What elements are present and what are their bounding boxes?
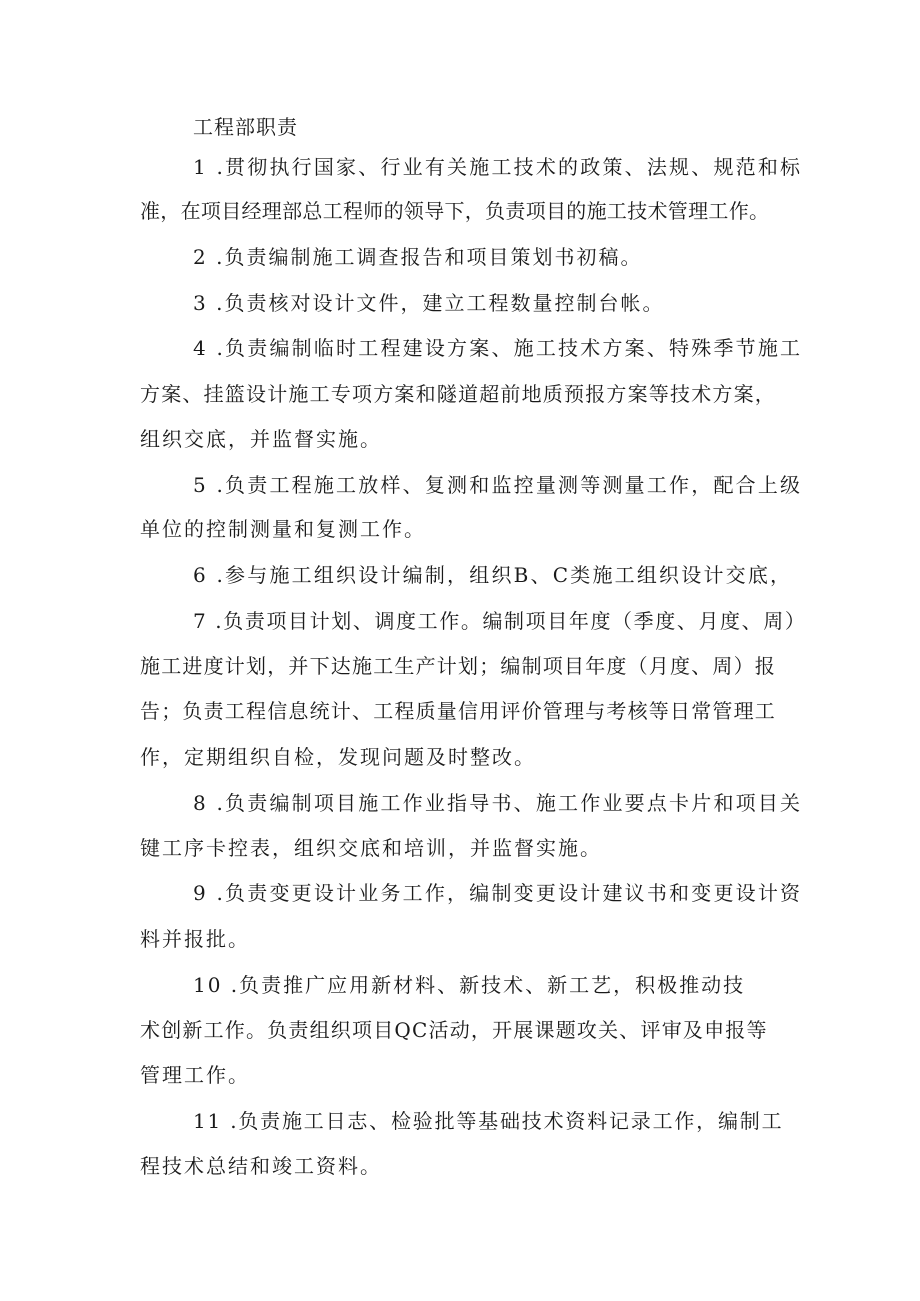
page-title: 工程部职责	[193, 115, 298, 139]
paragraph-line: 作，定期组织自检，发现问题及时整改。	[140, 745, 536, 769]
paragraph-line: 10 .负责推广应用新材料、新技术、新工艺，积极推动技	[193, 973, 746, 997]
paragraph-line: 管理工作。	[140, 1063, 250, 1087]
paragraph-line: 单位的控制测量和复测工作。	[140, 517, 426, 541]
paragraph-line: 料并报批。	[140, 927, 250, 951]
paragraph-line: 6 .参与施工组织设计编制，组织B、C类施工组织设计交底，	[193, 563, 793, 587]
paragraph-line: 施工进度计划，并下达施工生产计划；编制项目年度（月度、周）报	[140, 654, 776, 678]
paragraph-line: 7 .负责项目计划、调度工作。编制项目年度（季度、月度、周）	[193, 609, 807, 633]
paragraph-line: 组织交底，并监督实施。	[140, 427, 382, 451]
paragraph-line: 1 .贯彻执行国家、行业有关施工技术的政策、法规、规范和标	[193, 155, 803, 179]
paragraph-line: 2 .负责编制施工调查报告和项目策划书初稿。	[193, 245, 643, 269]
paragraph-line: 告；负责工程信息统计、工程质量信用评价管理与考核等日常管理工	[140, 699, 776, 723]
paragraph-line: 3 .负责核对设计文件，建立工程数量控制台帐。	[193, 291, 665, 315]
paragraph-line: 键工序卡控表，组织交底和培训，并监督实施。	[140, 836, 602, 860]
paragraph-line: 方案、挂篮设计施工专项方案和隧道超前地质预报方案等技术方案，	[140, 382, 776, 406]
paragraph-line: 9 .负责变更设计业务工作，编制变更设计建议书和变更设计资	[193, 881, 803, 905]
paragraph-line: 11 .负责施工日志、检验批等基础技术资料记录工作，编制工	[193, 1109, 784, 1133]
paragraph-line: 准，在项目经理部总工程师的领导下，负责项目的施工技术管理工作。	[140, 199, 770, 223]
paragraph-line: 4 .负责编制临时工程建设方案、施工技术方案、特殊季节施工	[193, 336, 803, 360]
paragraph-line: 8 .负责编制项目施工作业指导书、施工作业要点卡片和项目关	[193, 791, 803, 815]
paragraph-line: 术创新工作。负责组织项目QC活动，开展课题攻关、评审及申报等	[140, 1018, 768, 1042]
paragraph-line: 5 .负责工程施工放样、复测和监控量测等测量工作，配合上级	[193, 473, 803, 497]
paragraph-line: 程技术总结和竣工资料。	[140, 1154, 382, 1178]
